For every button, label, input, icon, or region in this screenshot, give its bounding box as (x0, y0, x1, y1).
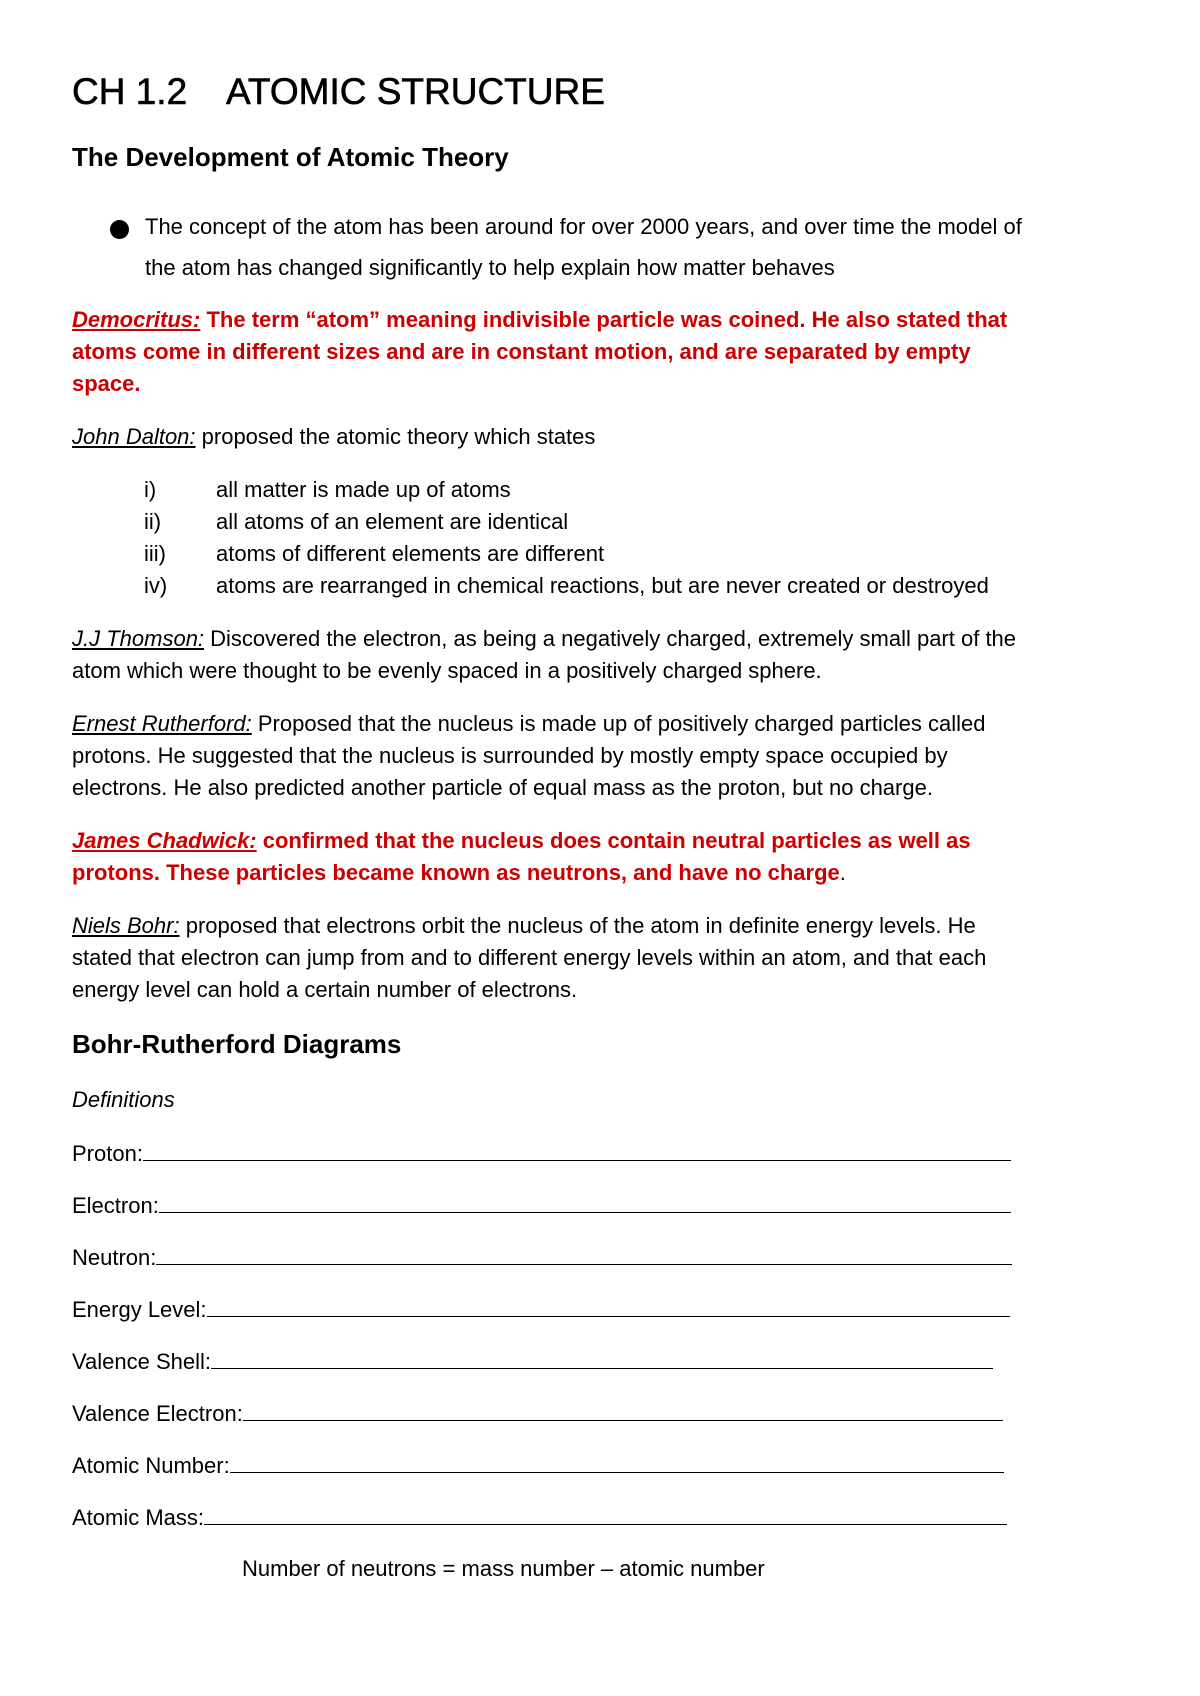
bullet-text-line1: The concept of the atom has been around for over 2000 years, and over time the model of (145, 214, 1022, 239)
dalton-item (144, 474, 511, 507)
definition-label: Valence Shell: (72, 1349, 212, 1374)
definition-label: Neutron: (72, 1245, 157, 1270)
dalton-item-text: all atoms of an element are identical (216, 509, 569, 534)
answer-line[interactable] (156, 1242, 1012, 1265)
section-heading-bohr-rutherford: Bohr-Rutherford Diagrams (72, 1029, 402, 1059)
democritus-line2: atoms come in different sizes and are in constant motion, and are separated by empty (72, 339, 971, 364)
chadwick-line2 (72, 857, 846, 890)
definitions-subheading: Definitions (72, 1087, 175, 1112)
dalton-item-number: iii) (144, 541, 166, 566)
thomson-text: Discovered the electron, as being a negatively charged, extremely small part of the (204, 626, 1017, 651)
dalton-item-text: atoms are rearranged in chemical reactions, but are never created or destroyed (216, 573, 989, 598)
dalton-item (144, 506, 568, 539)
definition-label: Atomic Mass: (72, 1505, 205, 1530)
definition-row-valence-shell (72, 1346, 993, 1375)
answer-line[interactable] (230, 1450, 1004, 1473)
rutherford-line1 (72, 708, 986, 741)
dalton-item (144, 570, 989, 603)
dalton-text: proposed the atomic theory which states (195, 424, 596, 449)
chadwick-line1 (72, 825, 971, 858)
bohr-line3: energy level can hold a certain number of electrons. (72, 977, 578, 1002)
thomson-line2: atom which were thought to be evenly spaced in a positively charged sphere. (72, 658, 822, 683)
definition-row-valence-electron (72, 1398, 1003, 1427)
definition-row-proton (72, 1138, 1011, 1167)
bullet-icon (110, 220, 129, 239)
definition-label: Energy Level: (72, 1297, 207, 1322)
definition-label: Atomic Number: (72, 1453, 230, 1478)
thomson-line1 (72, 623, 1016, 656)
definition-row-neutron (72, 1242, 1012, 1271)
rutherford-name: Ernest Rutherford: (72, 711, 252, 736)
dalton-intro (72, 421, 595, 454)
dalton-item-number: ii) (144, 509, 162, 534)
rutherford-text: Proposed that the nucleus is made up of positively charged particles called (251, 711, 986, 736)
chapter-title: ATOMIC STRUCTURE (226, 71, 605, 112)
section-heading-atomic-theory: The Development of Atomic Theory (72, 142, 509, 172)
rutherford-line3: electrons. He also predicted another particle of equal mass as the proton, but no charge. (72, 775, 933, 800)
definition-label: Electron: (72, 1193, 159, 1218)
chadwick-period: . (839, 860, 846, 885)
democritus-line3: space. (72, 371, 141, 396)
democritus-line1 (72, 304, 1007, 337)
definition-row-atomic-number (72, 1450, 1004, 1479)
bohr-name: Niels Bohr: (72, 913, 180, 938)
answer-line[interactable] (211, 1346, 993, 1369)
dalton-item-number: i) (144, 477, 157, 502)
chadwick-text-2: protons. These particles became known as neutrons, and have no charge (72, 860, 840, 885)
bohr-line1 (72, 910, 976, 943)
democritus-text: The term “atom” meaning indivisible particle was coined. He also stated that (200, 307, 1008, 332)
rutherford-line2: protons. He suggested that the nucleus is surrounded by mostly empty space occupied by (72, 743, 948, 768)
definition-label: Valence Electron: (72, 1401, 243, 1426)
chapter-number: CH 1.2 (72, 71, 188, 112)
answer-line[interactable] (143, 1138, 1011, 1161)
bohr-line2: stated that electron can jump from and to different energy levels within an atom, and that each (72, 945, 987, 970)
answer-line[interactable] (159, 1190, 1011, 1213)
answer-line[interactable] (243, 1398, 1003, 1421)
answer-line[interactable] (207, 1294, 1010, 1317)
neutron-formula: Number of neutrons = mass number – atomic number (242, 1556, 765, 1581)
democritus-name: Democritus: (72, 307, 201, 332)
thomson-name: J.J Thomson: (72, 626, 205, 651)
dalton-item (144, 538, 604, 571)
chadwick-text: confirmed that the nucleus does contain neutral particles as well as (256, 828, 971, 853)
chadwick-name: James Chadwick: (72, 828, 257, 853)
definition-row-energy-level (72, 1294, 1010, 1323)
dalton-item-number: iv) (144, 573, 168, 598)
page-title (72, 71, 605, 113)
definition-row-atomic-mass (72, 1502, 1007, 1531)
answer-line[interactable] (204, 1502, 1007, 1525)
definition-row-electron (72, 1190, 1011, 1219)
definition-label: Proton: (72, 1141, 143, 1166)
dalton-item-text: all matter is made up of atoms (216, 477, 511, 502)
dalton-name: John Dalton: (72, 424, 196, 449)
bohr-text: proposed that electrons orbit the nucleus of the atom in definite energy levels. He (179, 913, 976, 938)
bullet-text-line2: the atom has changed significantly to help explain how matter behaves (145, 255, 835, 280)
dalton-item-text: atoms of different elements are different (216, 541, 605, 566)
